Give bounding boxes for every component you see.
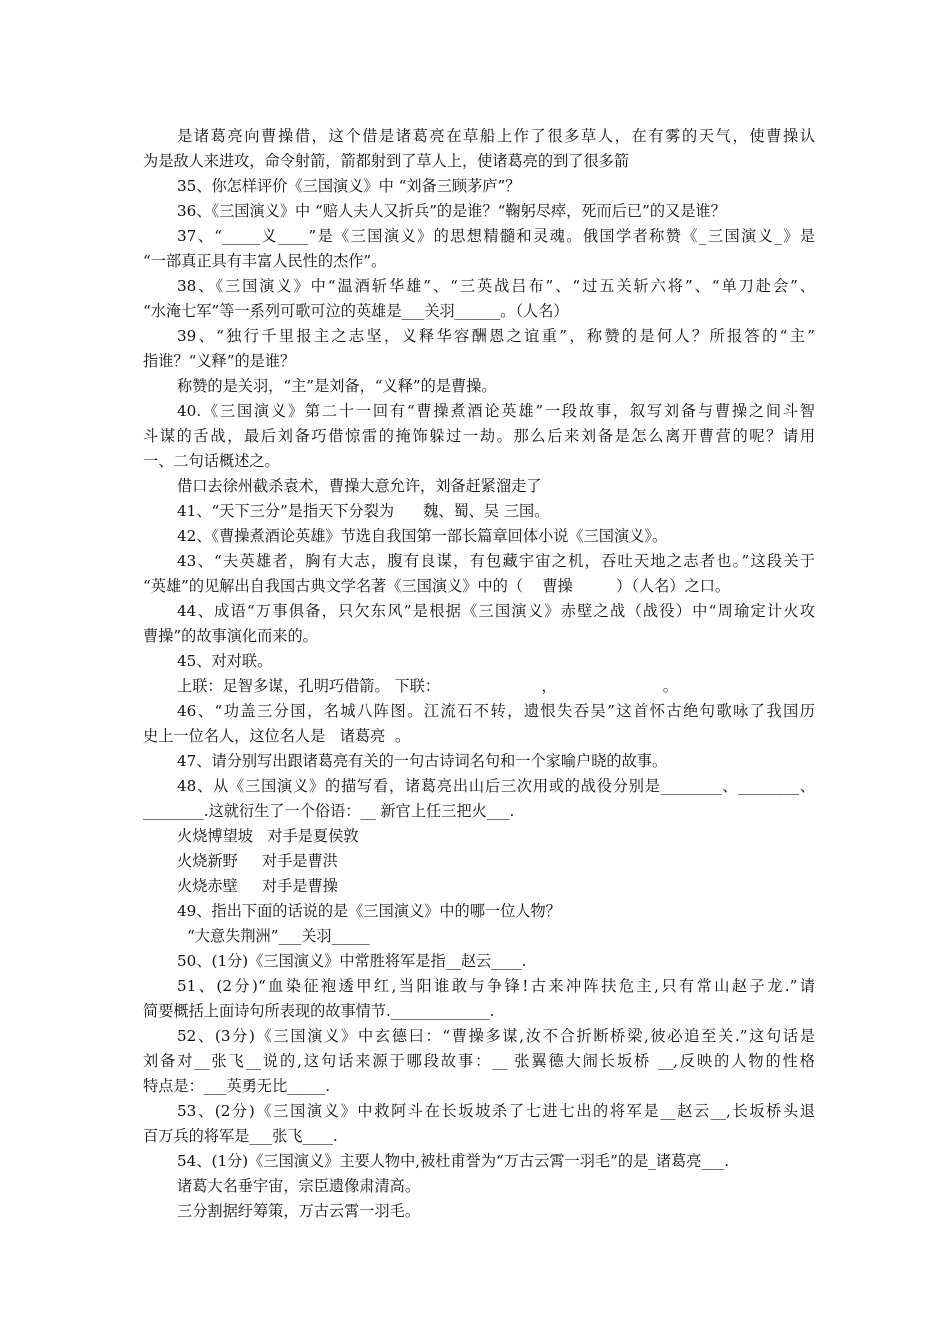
text-line: “一部真正具有丰富人民性的杰作”。	[143, 252, 387, 270]
text-line: 42、《曹操煮酒论英雄》节选自我国第一部长篇章回体小说《三国演义》。	[177, 527, 668, 545]
document-body	[143, 124, 815, 1224]
text-line: 简要概括上面诗句所表现的故事情节._____________.	[143, 1002, 495, 1020]
text-line: 40.《三国演义》第二十一回有“曹操煮酒论英雄”一段故事，叙写刘备与曹操之间斗智	[177, 402, 815, 420]
text-line: “水淹七军”等一系列可歌可泣的英雄是___关羽______。（人名）	[143, 302, 569, 320]
text-line: 一、二句话概述之。	[143, 452, 280, 470]
text-line: 曹操”的故事演化而来的。	[143, 627, 318, 645]
text-line: 火烧新野 对手是曹洪	[177, 852, 338, 870]
text-line: 52、(3分)《三国演义》中玄德曰：“曹操多谋,汝不合折断桥梁,彼必追至关.”这句话是	[177, 1027, 815, 1045]
text-line: 43、“夫英雄者，胸有大志，腹有良谋，有包藏宇宙之机，吞吐天地之志者也。”这段关于	[177, 552, 815, 570]
text-line: 53、(2分)《三国演义》中救阿斗在长坂坡杀了七进七出的将军是__赵云__,长坂桥头退	[177, 1102, 815, 1120]
text-line: ________.这就衍生了一个俗语：__ 新官上任三把火___.	[143, 802, 515, 820]
text-line: 35、你怎样评价《三国演义》中 “刘备三顾茅庐”？	[177, 177, 521, 195]
text-line: 41、“天下三分”是指天下分裂为 魏、蜀、吴 三国。	[177, 502, 550, 520]
text-line: 51、(2分)“血染征袍透甲红,当阳谁敢与争锋!古来冲阵扶危主,只有常山赵子龙.”请	[177, 977, 815, 995]
text-line: 上联：足智多谋，孔明巧借箭。 下联： ， 。	[177, 677, 678, 695]
text-line: 为是敌人来进攻，命令射箭，箭都射到了草人上，使诸葛亮的到了很多箭	[143, 152, 629, 170]
text-line: 47、请分别写出跟诸葛亮有关的一句古诗词名句和一个家喻户晓的故事。	[177, 752, 668, 770]
text-line: 46、“功盖三分国，名城八阵图。江流石不转，遗恨失吞吴”这首怀古绝句歌咏了我国历	[177, 702, 815, 720]
text-line: 37、“_____义____”是《三国演义》的思想精髓和灵魂。俄国学者称赞《_三国演义_》是	[177, 227, 815, 245]
text-line: 火烧赤壁 对手是曹操	[177, 877, 338, 895]
text-line: 49、指出下面的话说的是《三国演义》中的哪一位人物？	[177, 902, 561, 920]
text-line: 44、成语“万事俱备，只欠东风”是根据《三国演义》赤壁之战（战役）中“周瑜定计火攻	[177, 602, 815, 620]
text-line: 三分割据纡筹策，万古云霄一羽毛。	[177, 1202, 420, 1220]
text-line: 38、《三国演义》中“温酒斩华雄”、“三英战吕布”、“过五关斩六将”、“单刀赴会”、	[177, 277, 815, 295]
text-line: 48、从《三国演义》的描写看，诸葛亮出山后三次用或的战役分别是________、________、	[177, 777, 815, 795]
text-line: 借口去徐州截杀袁术，曹操大意允许，刘备赶紧溜走了	[177, 477, 542, 495]
text-line: 特点是：___英勇无比_____.	[143, 1077, 331, 1095]
text-line: 刘备对__张飞__说的,这句话来源于哪段故事：__ 张翼德大闹长坂桥 __,反映的人物的性格	[143, 1052, 815, 1070]
text-line: 史上一位名人，这位名人是 诸葛亮 。	[143, 727, 411, 745]
text-line: 54、(1分)《三国演义》主要人物中,被杜甫誉为“万古云霄一羽毛”的是_诸葛亮___.	[177, 1152, 730, 1170]
text-line: 36、《三国演义》中 “赔人夫人又折兵”的是谁？“鞠躬尽瘁，死而后已”的又是谁？	[177, 202, 726, 220]
text-line: 50、(1分)《三国演义》中常胜将军是指__赵云____.	[177, 952, 527, 970]
text-line: “大意失荆洲”___关羽_____	[187, 927, 370, 945]
text-line: 斗谋的舌战，最后刘备巧借惊雷的掩饰躲过一劫。那么后来刘备是怎么离开曹营的呢？请用	[143, 427, 815, 445]
text-line: “英雄”的见解出自我国古典文学名著《三国演义》中的（ 曹操 ）（人名）之口。	[143, 577, 731, 595]
text-line: 39、“独行千里报主之志坚，义释华容酬恩之谊重”，称赞的是何人？所报答的“主”	[177, 327, 815, 345]
text-line: 百万兵的将军是___张飞____.	[143, 1127, 338, 1145]
text-line: 指谁？“义释”的是谁？	[143, 352, 296, 370]
text-line: 称赞的是关羽，“主”是刘备，“义释”的是曹操。	[177, 377, 497, 395]
text-line: 火烧博望坡 对手是夏侯敦	[177, 827, 359, 845]
text-line: 45、对对联。	[177, 652, 273, 670]
text-line: 是诸葛亮向曹操借，这个借是诸葛亮在草船上作了很多草人，在有雾的天气，使曹操认	[177, 127, 815, 145]
text-line: 诸葛大名垂宇宙，宗臣遗像肃清高。	[177, 1177, 420, 1195]
